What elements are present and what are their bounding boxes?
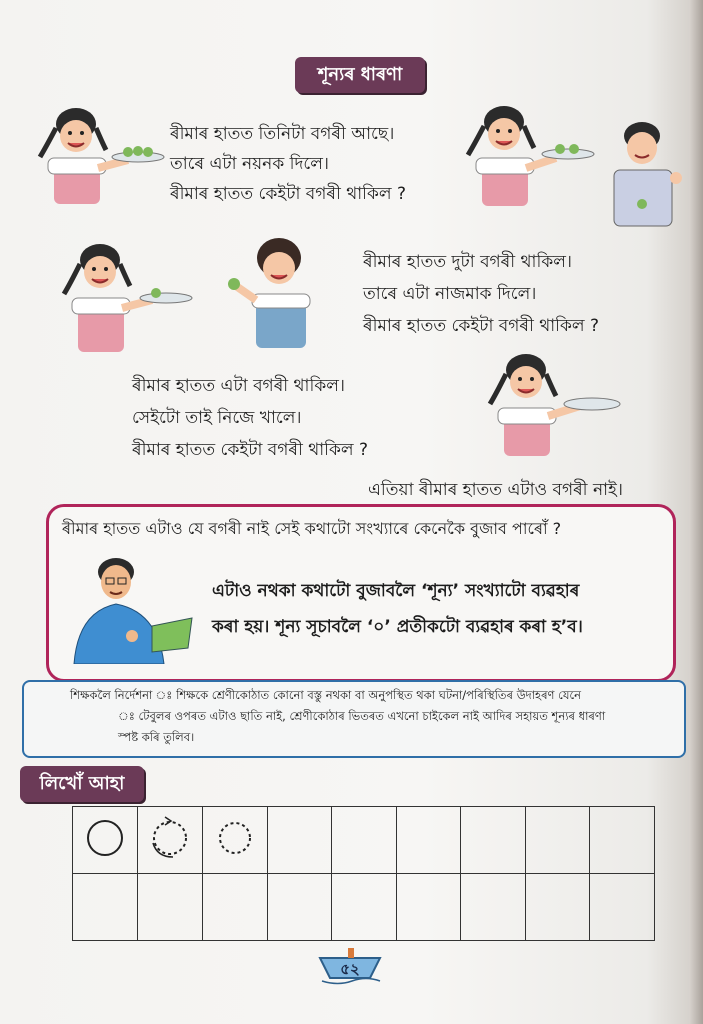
writing-cell[interactable] bbox=[590, 807, 655, 874]
writing-cell[interactable] bbox=[137, 874, 202, 941]
story-block-3-line-3: ৰীমাৰ হাতত কেইটা বগৰী থাকিল ? bbox=[132, 440, 369, 460]
story-block-3-line-1: ৰীমাৰ হাতত এটা বগৰী থাকিল। bbox=[132, 376, 345, 396]
answer-line-2: কৰা হয়। শূন্য সূচাবলৈ ‘০’ প্ৰতীকটো ব্যৱহাৰ কৰা হ’ব। bbox=[212, 617, 583, 637]
writing-cell[interactable] bbox=[73, 874, 138, 941]
teacher-note-line-3: স্পষ্ট কৰি তুলিব। bbox=[118, 730, 195, 744]
girl-with-plate-illustration-1 bbox=[36, 102, 166, 207]
girl-with-plate-illustration-2 bbox=[56, 236, 196, 356]
writing-cell[interactable] bbox=[525, 874, 590, 941]
writing-grid-row bbox=[73, 807, 655, 874]
story-block-2-line-3: ৰীমাৰ হাতত কেইটা বগৰী থাকিল ? bbox=[363, 316, 600, 336]
writing-grid-row bbox=[73, 874, 655, 941]
writing-cell[interactable] bbox=[461, 807, 526, 874]
writing-cell[interactable] bbox=[332, 807, 397, 874]
write-section-title-text: লিখোঁ আহা bbox=[39, 772, 125, 794]
writing-cell[interactable] bbox=[202, 874, 267, 941]
question-text: ৰীমাৰ হাতত এটাও যে বগৰী নাই সেই কথাটো সংখ্যাৰে কেনেকৈ বুজাব পাৰোঁ ? bbox=[62, 519, 562, 538]
writing-grid bbox=[72, 806, 655, 941]
story-block-1-line-1: ৰীমাৰ হাতত তিনিটা বগৰী আছে। bbox=[170, 124, 395, 144]
writing-cell[interactable] bbox=[590, 874, 655, 941]
girl-with-empty-plate-illustration bbox=[482, 346, 622, 458]
answer-line-1: এটাও নথকা কথাটো বুজাবলৈ ‘শূন্য’ সংখ্যাটো ব্যৱহাৰ bbox=[212, 581, 580, 601]
writing-cell[interactable] bbox=[396, 874, 461, 941]
story-block-3-line-2: সেইটো তাই নিজে খালে। bbox=[132, 408, 302, 428]
writing-cell-solid-zero[interactable] bbox=[73, 807, 138, 874]
zero-tracing-shape bbox=[213, 816, 257, 860]
story-conclusion: এতিয়া ৰীমাৰ হাতত এটাও বগৰী নাই। bbox=[368, 480, 623, 500]
writing-cell-traced-zero-arrows[interactable] bbox=[137, 807, 202, 874]
story-block-2-line-2: তাৰে এটা নাজমাক দিলে। bbox=[363, 284, 537, 304]
teacher-illustration bbox=[68, 552, 198, 664]
writing-cell[interactable] bbox=[267, 874, 332, 941]
page-title-text: শূন্যৰ ধাৰণা bbox=[317, 63, 403, 85]
zero-tracing-arrows-shape bbox=[145, 813, 195, 863]
writing-cell-traced-zero[interactable] bbox=[202, 807, 267, 874]
girl-and-boy-illustration bbox=[464, 100, 694, 230]
writing-cell[interactable] bbox=[461, 874, 526, 941]
write-section-title bbox=[20, 766, 144, 802]
page-title bbox=[295, 57, 425, 93]
story-block-1-line-3: ৰীমাৰ হাতত কেইটা বগৰী থাকিল ? bbox=[170, 184, 407, 204]
zero-solid-shape bbox=[83, 816, 127, 860]
story-block-2-line-1: ৰীমাৰ হাতত দুটা বগৰী থাকিল। bbox=[363, 252, 572, 272]
writing-cell[interactable] bbox=[267, 807, 332, 874]
writing-cell[interactable] bbox=[525, 807, 590, 874]
teacher-note-line-2: ঃ টেবুলৰ ওপৰত এটাও ছাতি নাই, শ্ৰেণীকোঠাৰ ভিতৰত এখনো চাইকেল নাই আদিৰ সহায়ত শূন্যৰ ধাৰণা bbox=[118, 709, 606, 723]
page-number: ৫২ bbox=[340, 960, 360, 978]
story-block-1-line-2: তাৰে এটা নয়নক দিলে। bbox=[170, 154, 329, 174]
page-number-badge bbox=[318, 948, 382, 986]
teacher-note-line-1: শিক্ষকলৈ নিৰ্দেশনা ঃ শিক্ষকে শ্ৰেণীকোঠাত কোনো বস্তু নথকা বা অনুপস্থিত থকা ঘটনা/পৰিস্থিতিৰ উদাহৰণ যেনে bbox=[70, 688, 581, 702]
writing-cell[interactable] bbox=[332, 874, 397, 941]
girl-holding-fruit-illustration bbox=[224, 234, 324, 350]
writing-cell[interactable] bbox=[396, 807, 461, 874]
